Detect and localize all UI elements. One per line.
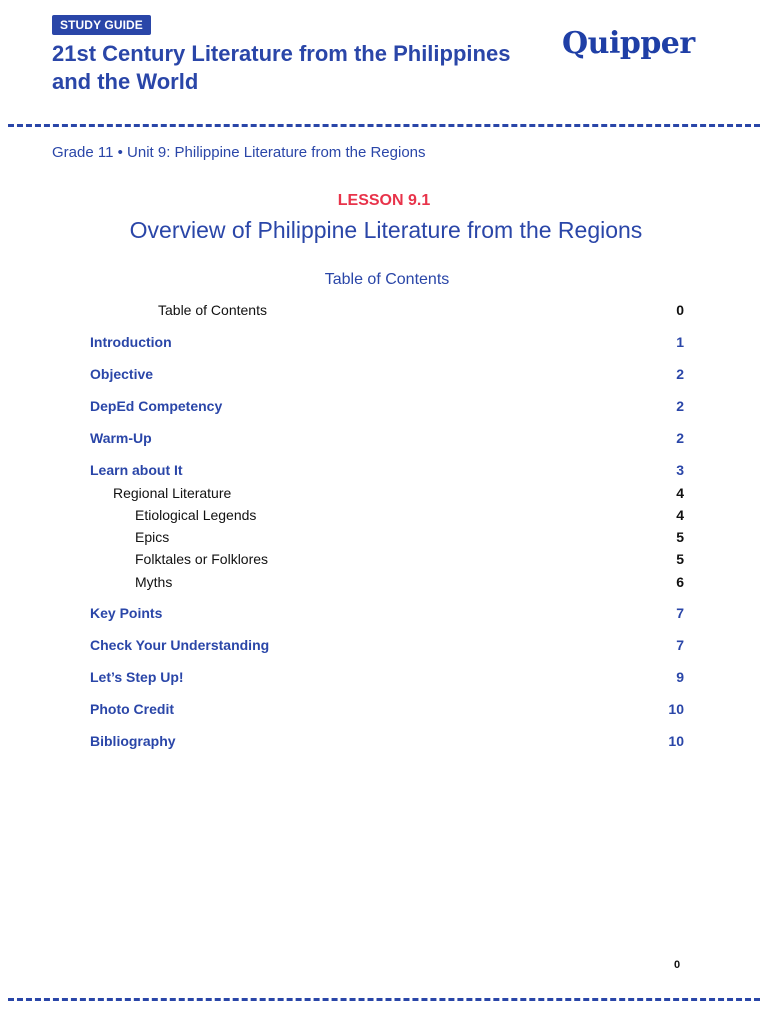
study-guide-badge: STUDY GUIDE (52, 15, 151, 35)
toc-entry-introduction[interactable] (90, 334, 684, 354)
toc-entry-label: Objective (90, 366, 154, 382)
toc-entry-etiological-legends[interactable] (90, 507, 684, 527)
toc-entry-table-of-contents[interactable] (90, 302, 684, 322)
toc-entry-label: Let’s Step Up! (90, 669, 184, 685)
toc-entry-photo-credit[interactable] (90, 701, 684, 721)
toc-entry-page: 5 (676, 551, 684, 567)
toc-entry-label: Folktales or Folklores (135, 551, 269, 567)
lesson-title: Overview of Philippine Literature from the Regions (129, 217, 643, 243)
toc-entry-page: 7 (676, 605, 684, 621)
toc-heading: Table of Contents (324, 271, 450, 288)
toc-entry-deped-competency[interactable] (90, 398, 684, 418)
toc-entry-page: 5 (676, 529, 684, 545)
toc-entry-bibliography[interactable] (90, 733, 684, 753)
toc-entry-myths[interactable] (90, 574, 684, 594)
toc-entry-label: Check Your Understanding (90, 637, 270, 653)
toc-entry-page: 0 (676, 302, 684, 318)
toc-entry-page: 2 (676, 366, 684, 382)
toc-entry-page: 3 (676, 462, 684, 478)
toc-entry-label: Table of Contents (158, 302, 267, 318)
toc-entry-check-your-understanding[interactable] (90, 637, 684, 657)
toc-entry-epics[interactable] (90, 529, 684, 549)
toc-entry-label: Warm-Up (90, 430, 152, 446)
toc-entry-page: 6 (676, 574, 684, 590)
breadcrumb: Grade 11 • Unit 9: Philippine Literature from the Regions (52, 144, 426, 161)
header-divider (8, 124, 760, 127)
toc-entry-folktales[interactable] (90, 551, 684, 571)
toc-entry-label: Photo Credit (90, 701, 174, 717)
document-title: 21st Century Literature from the Philippines and the World (52, 41, 511, 94)
toc-entry-page: 4 (676, 507, 684, 523)
toc-entry-page: 2 (676, 430, 684, 446)
toc-entry-page: 1 (676, 334, 684, 350)
toc-entry-label: DepEd Competency (90, 398, 223, 414)
toc-entry-label: Introduction (90, 334, 172, 350)
toc-entry-key-points[interactable] (90, 605, 684, 625)
toc-entry-page: 7 (676, 637, 684, 653)
toc-entry-page: 10 (668, 701, 684, 717)
lesson-label: LESSON 9.1 (337, 192, 431, 209)
footer-divider (8, 998, 760, 1001)
toc-entry-label: Bibliography (90, 733, 176, 749)
toc-entry-regional-literature[interactable] (90, 485, 684, 505)
toc-entry-objective[interactable] (90, 366, 684, 386)
toc-entry-label: Regional Literature (113, 485, 232, 501)
toc-entry-page: 2 (676, 398, 684, 414)
toc-entry-page: 4 (676, 485, 684, 501)
toc-entry-learn-about-it[interactable] (90, 462, 684, 482)
toc-entry-page: 9 (676, 669, 684, 685)
toc-entry-lets-step-up[interactable] (90, 669, 684, 689)
toc-entry-label: Myths (135, 574, 173, 590)
toc-entry-label: Learn about It (90, 462, 183, 478)
toc-entry-label: Key Points (90, 605, 163, 621)
quipper-logo: Quipper (562, 26, 695, 61)
toc-entry-label: Epics (135, 529, 170, 545)
page-number: 0 (674, 959, 681, 971)
toc-entry-page: 10 (668, 733, 684, 749)
toc-entry-warm-up[interactable] (90, 430, 684, 450)
toc-entry-label: Etiological Legends (135, 507, 257, 523)
